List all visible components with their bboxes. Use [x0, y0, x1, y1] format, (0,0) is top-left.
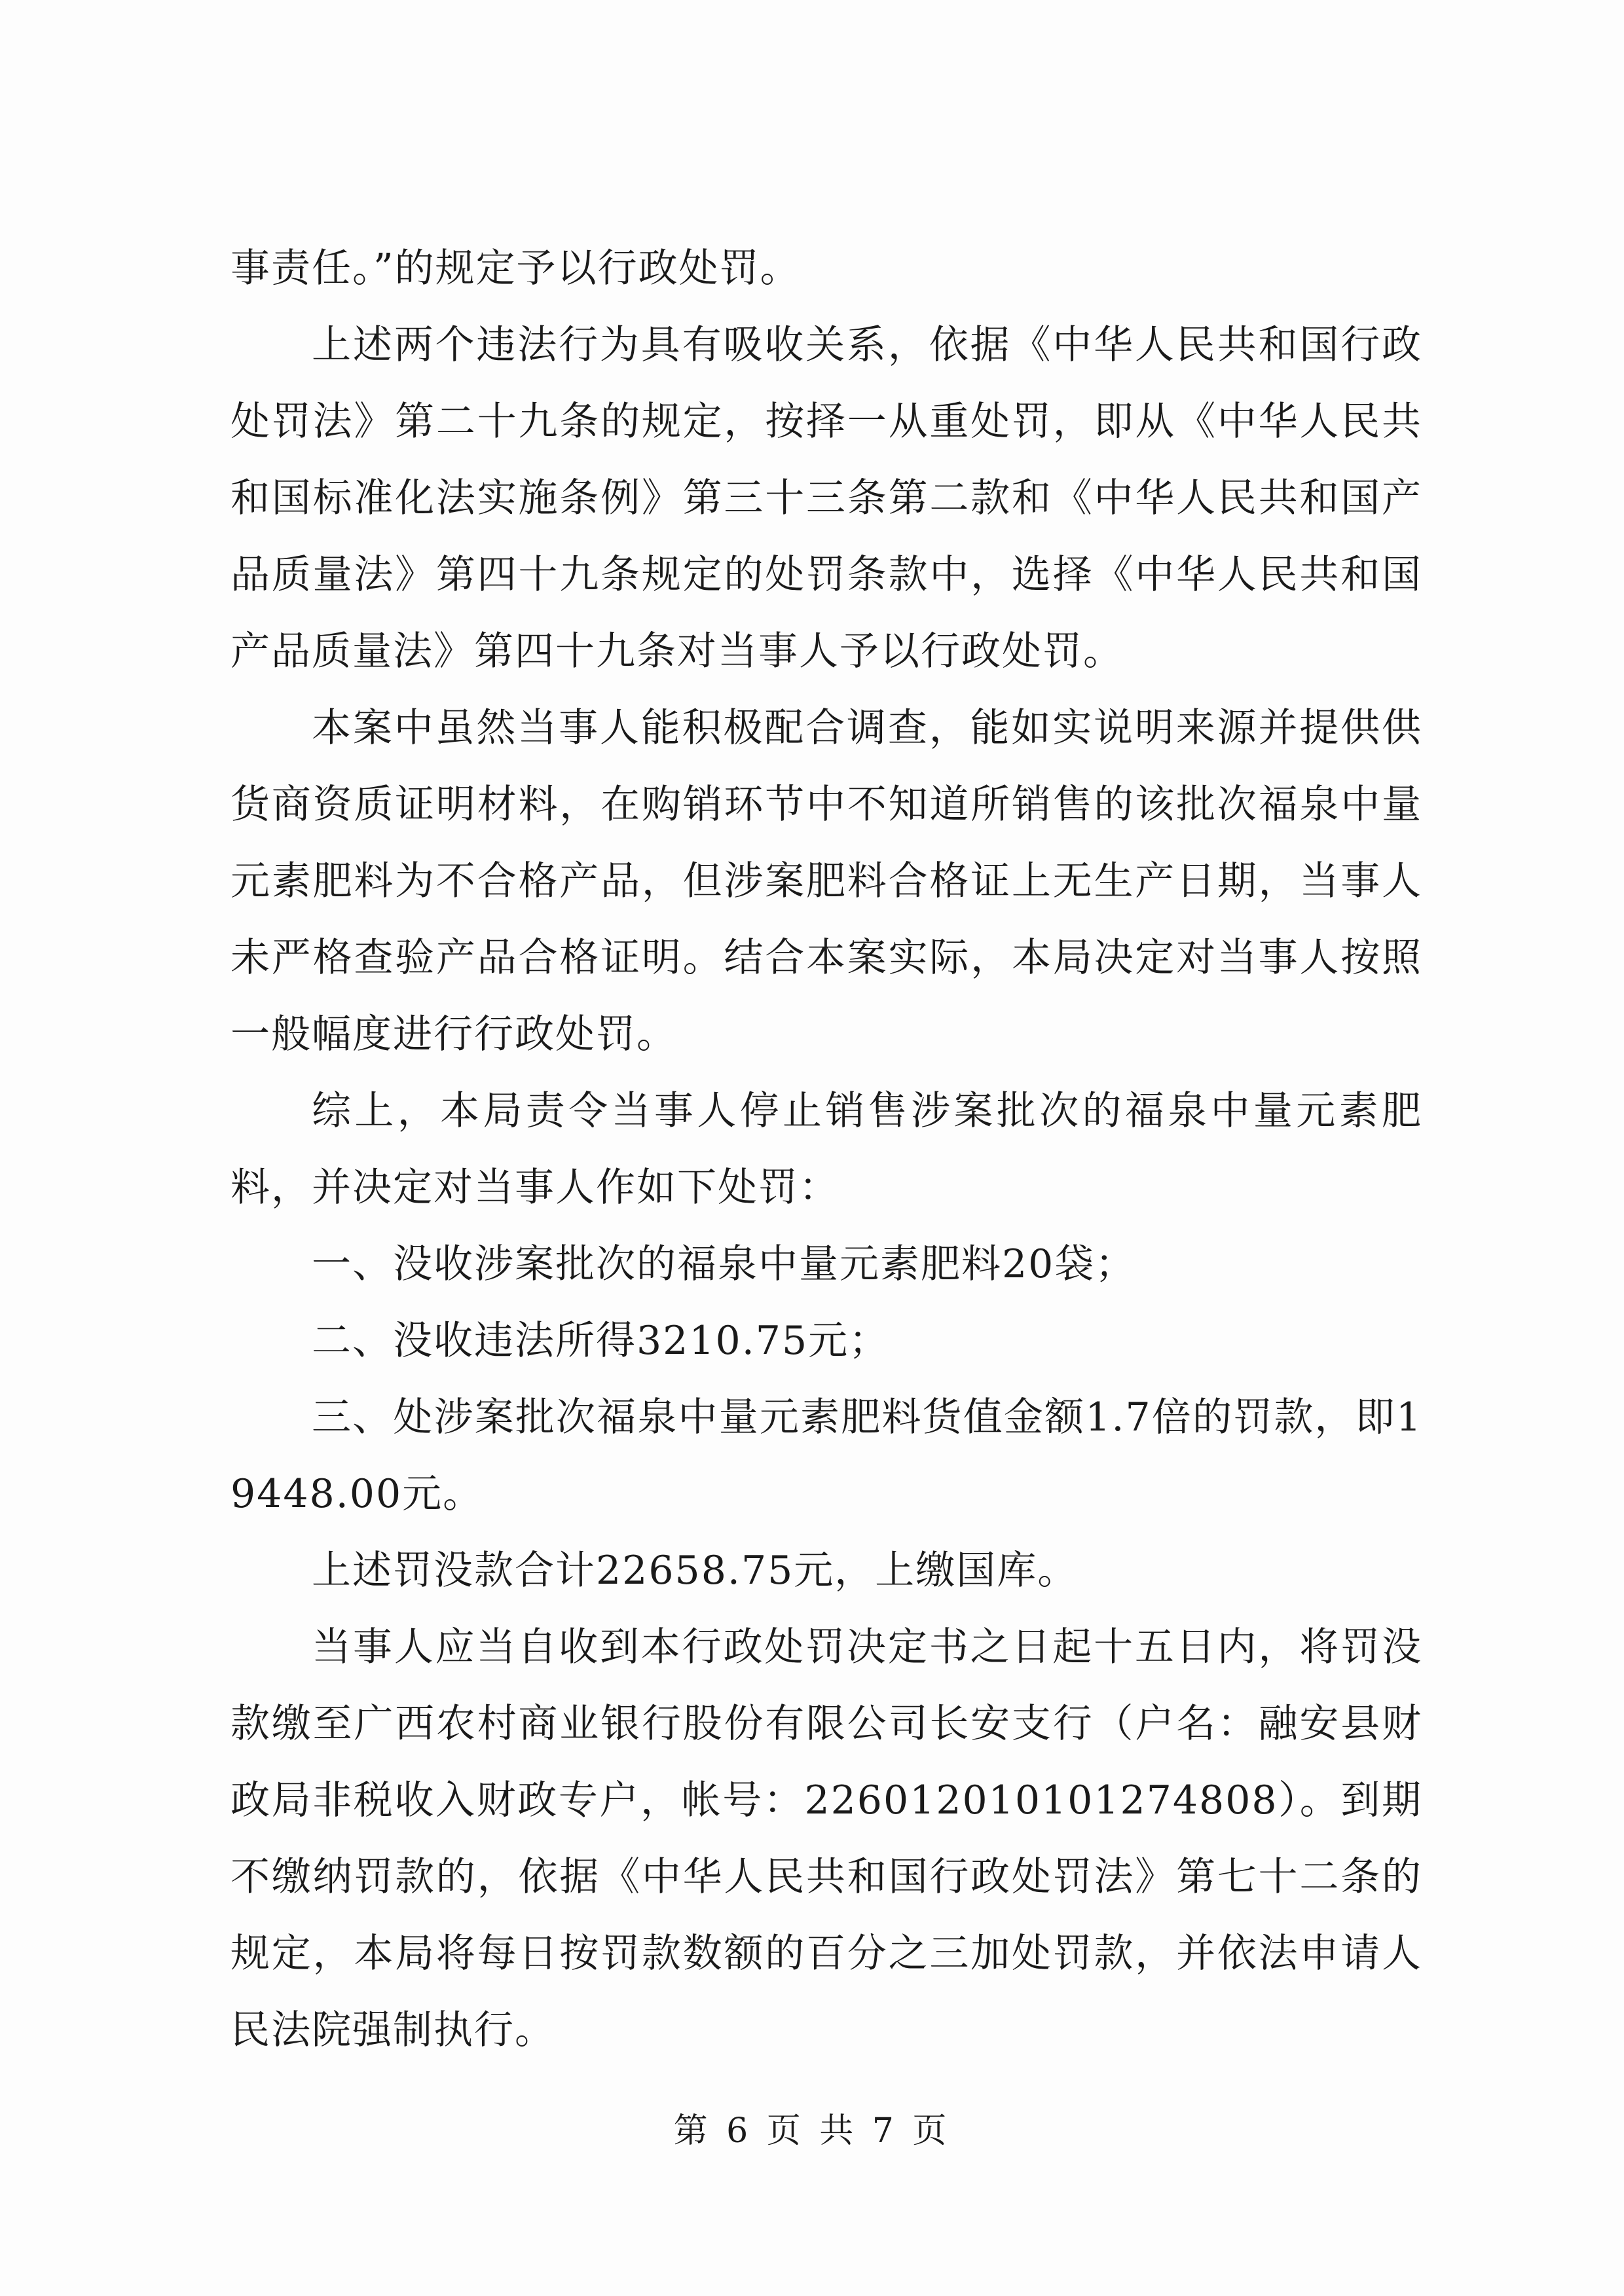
- paragraph-decision-intro: 综上，本局责令当事人停止销售涉案批次的福泉中量元素肥料，并决定对当事人作如下处罚：: [231, 1088, 1422, 1211]
- document-body: [231, 230, 1422, 2069]
- paragraph-total-amount: 上述罚没款合计22658.75元，上缴国库。: [312, 1548, 1079, 1594]
- paragraph-absorption-relation: 上述两个违法行为具有吸收关系，依据《中华人民共和国行政处罚法》第二十九条的规定，按择一从重处罚，即从《中华人民共和国标准化法实施条例》第三十三条第二款和《中华人民共和国产品质量法》第四十九条规定的处罚条款中，选择《中华人民共和国产品质量法》第四十九条对当事人予以行政处罚。: [231, 322, 1422, 674]
- penalty-item-2: 二、没收违法所得3210.75元；: [312, 1318, 890, 1364]
- penalty-item-1: 一、没收涉案批次的福泉中量元素肥料20袋；: [312, 1241, 1136, 1287]
- paragraph-continuation: 事责任。”的规定予以行政处罚。: [231, 246, 801, 291]
- page-number-footer: 第 6 页 共 7 页: [673, 2111, 951, 2151]
- paragraph-payment-instructions: 当事人应当自收到本行政处罚决定书之日起十五日内，将罚没款缴至广西农村商业银行股份有限公司长安支行（户名：融安县财政局非税收入财政专户，帐号：22601201010127480​8）。到期不缴纳罚款的，依据《中华人民共和国行政处罚法》第七十二条的规定，本局将每日按罚款数额的百分之三加处罚款，并依法申请人民法院强制执行。: [231, 1624, 1422, 2053]
- penalty-item-3: 三、处涉案批次福泉中量元素肥料货值金额1.7倍的罚款，即19448.00元。: [231, 1394, 1422, 1517]
- paragraph-case-circumstances: 本案中虽然当事人能积极配合调查，能如实说明来源并提供供货商资质证明材料，在购销环节中不知道所销售的该批次福泉中量元素肥料为不合格产品，但涉案肥料合格证上无生产日期，当事人未严格查验产品合格证明。结合本案实际，本局决定对当事人按照一般幅度进行行政处罚。: [231, 705, 1422, 1057]
